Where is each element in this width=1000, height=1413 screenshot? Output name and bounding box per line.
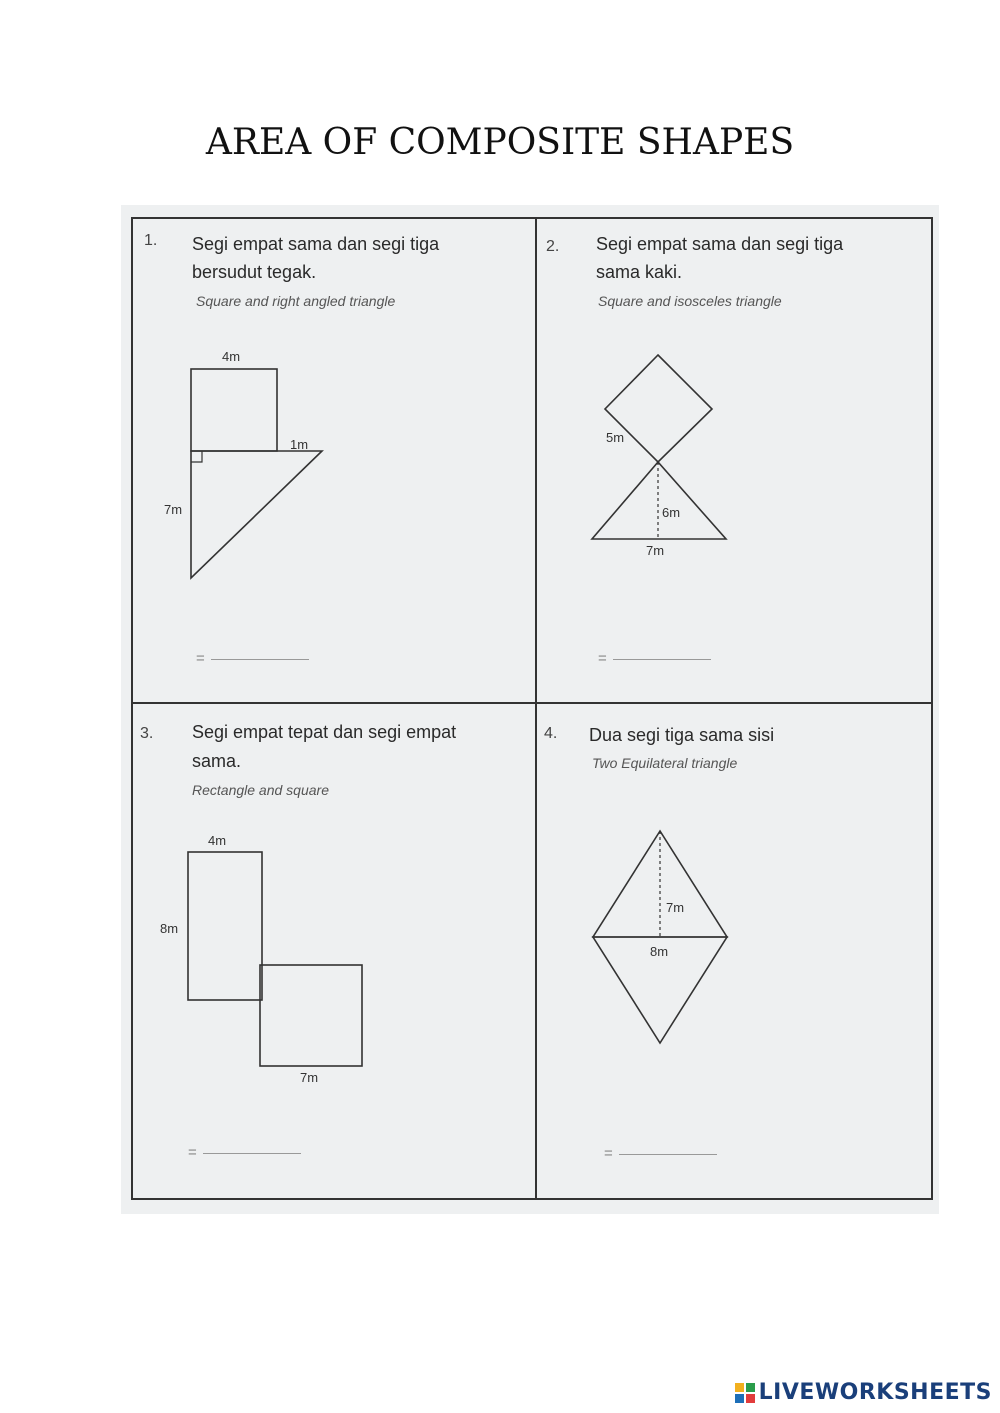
- logo-block-1: [735, 1383, 744, 1392]
- question-3-number: 3.: [140, 725, 154, 742]
- question-4-malay-line1: Dua segi tiga sama sisi: [589, 725, 775, 745]
- q1-answer-line[interactable]: =: [196, 650, 309, 667]
- question-1-english: Square and right angled triangle: [196, 293, 396, 309]
- page-title: AREA OF COMPOSITE SHAPES: [205, 122, 795, 163]
- grid-divider-horizontal: [131, 702, 933, 704]
- q4-answer-line[interactable]: =: [604, 1145, 717, 1162]
- logo-wordmark: LIVEWORKSHEETS: [758, 1380, 992, 1405]
- question-grid: [131, 217, 933, 1200]
- question-3-malay-line1: Segi empat tepat dan segi empat: [192, 722, 457, 742]
- q3-label-bottom: 7m: [300, 1070, 319, 1085]
- q1-label-right: 1m: [290, 437, 309, 452]
- question-1-malay-line2: bersudut tegak.: [192, 262, 317, 282]
- liveworksheets-logo: [735, 1380, 992, 1405]
- question-1-number: 1.: [144, 232, 158, 249]
- question-3-malay-line2: sama.: [192, 751, 242, 771]
- logo-block-3: [735, 1394, 744, 1403]
- q2-label-base: 7m: [646, 543, 665, 558]
- grid-divider-vertical: [535, 217, 537, 1200]
- q4-label-height: 7m: [666, 900, 685, 915]
- q3-label-top: 4m: [208, 833, 227, 848]
- logo-block-2: [746, 1383, 755, 1392]
- q3-label-left: 8m: [160, 921, 179, 936]
- q2-answer-line[interactable]: =: [598, 650, 711, 667]
- question-2-malay-line2: sama kaki.: [596, 262, 683, 282]
- question-2-english: Square and isosceles triangle: [598, 293, 782, 309]
- q3-answer-line[interactable]: =: [188, 1144, 301, 1161]
- question-2-malay-line1: Segi empat sama dan segi tiga: [596, 234, 844, 254]
- question-2-number: 2.: [546, 238, 560, 255]
- q2-label-side: 5m: [606, 430, 625, 445]
- logo-block-4: [746, 1394, 755, 1403]
- q4-label-base: 8m: [650, 944, 669, 959]
- question-3-english: Rectangle and square: [192, 782, 329, 798]
- question-4-number: 4.: [544, 725, 558, 742]
- q2-label-height: 6m: [662, 505, 681, 520]
- logo-blocks-icon: [735, 1383, 755, 1403]
- q1-label-top: 4m: [222, 349, 241, 364]
- q1-label-left: 7m: [164, 502, 183, 517]
- question-4-english: Two Equilateral triangle: [592, 755, 738, 771]
- question-1-malay-line1: Segi empat sama dan segi tiga: [192, 234, 440, 254]
